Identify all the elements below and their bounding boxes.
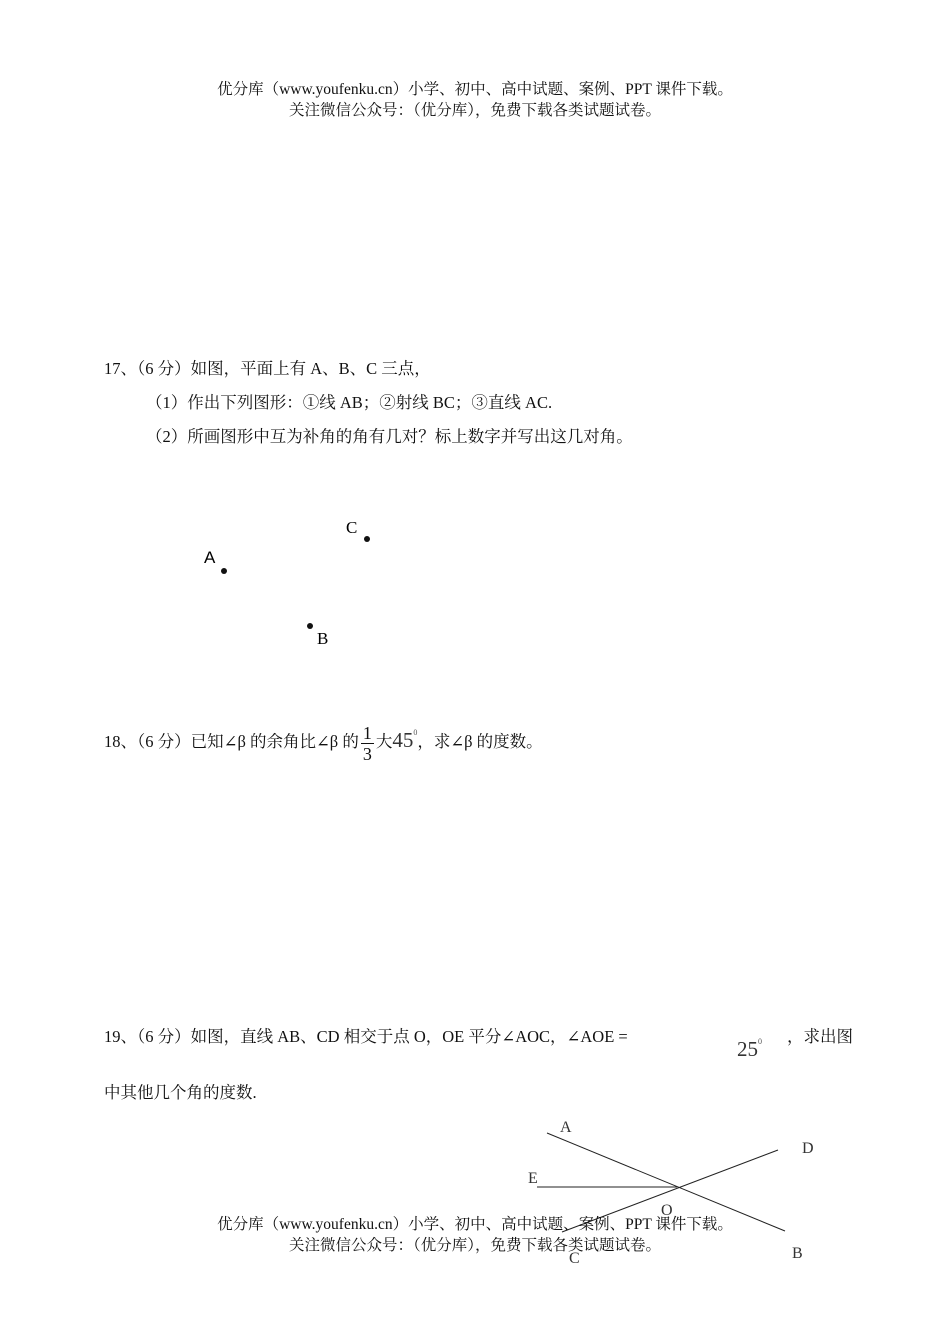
q19-stem: 19、（6 分）如图，直线 AB、CD 相交于点 O，OE 平分∠AOC，∠AOE = — [104, 1027, 628, 1046]
point-c — [364, 536, 370, 542]
header-line-1: 优分库（www.youfenku.cn）小学、初中、高中试题、案例、PPT 课件下载。 — [217, 81, 733, 98]
point-a-label: A — [204, 548, 216, 567]
point-a — [221, 568, 227, 574]
label-e: E — [528, 1170, 538, 1187]
q17-stem: 17、（6 分）如图，平面上有 A、B、C 三点， — [104, 359, 431, 378]
q19-angle-value: 25 — [737, 1037, 758, 1061]
point-b-label: B — [317, 629, 329, 648]
q18-angle-value: 45 — [392, 728, 414, 752]
label-o: O — [661, 1202, 673, 1219]
label-d: D — [802, 1140, 814, 1157]
q18-mid: 大 — [375, 732, 393, 751]
q19-line2: 中其他几个角的度数. — [104, 1083, 257, 1102]
q17-part2: （2）所画图形中互为补角的角有几对？标上数字并写出这几对角。 — [146, 427, 633, 446]
point-c-label: C — [346, 518, 358, 537]
q18-line — [104, 711, 543, 764]
footer-line-1: 优分库（www.youfenku.cn）小学、初中、高中试题、案例、PPT 课件下载。 — [217, 1216, 733, 1233]
label-c: C — [569, 1250, 580, 1267]
q18-fraction — [361, 723, 374, 764]
q18-prefix: 18、（6 分）已知∠β 的余角比∠β 的 — [104, 732, 359, 751]
label-a: A — [560, 1119, 572, 1136]
q17-part1: （1）作出下列图形：①线 AB；②射线 BC；③直线 AC. — [146, 393, 553, 412]
label-b: B — [792, 1245, 803, 1262]
q19-tail: ，求出图 — [787, 1027, 853, 1046]
q18-suffix: ，求∠β 的度数。 — [417, 732, 543, 751]
q17-points-figure — [190, 505, 390, 655]
q18-frac-denominator: 3 — [362, 743, 372, 764]
q18-frac-numerator: 1 — [362, 722, 372, 743]
q19-degree-mark: 0 — [758, 1037, 762, 1046]
header-line-2: 关注微信公众号：（优分库），免费下载各类试题试卷。 — [288, 102, 661, 119]
footer-line-2: 关注微信公众号：（优分库），免费下载各类试题试卷。 — [288, 1237, 661, 1254]
q19-angle — [737, 1037, 762, 1062]
point-b — [307, 623, 313, 629]
q18-degree-mark: 0 — [413, 728, 418, 737]
